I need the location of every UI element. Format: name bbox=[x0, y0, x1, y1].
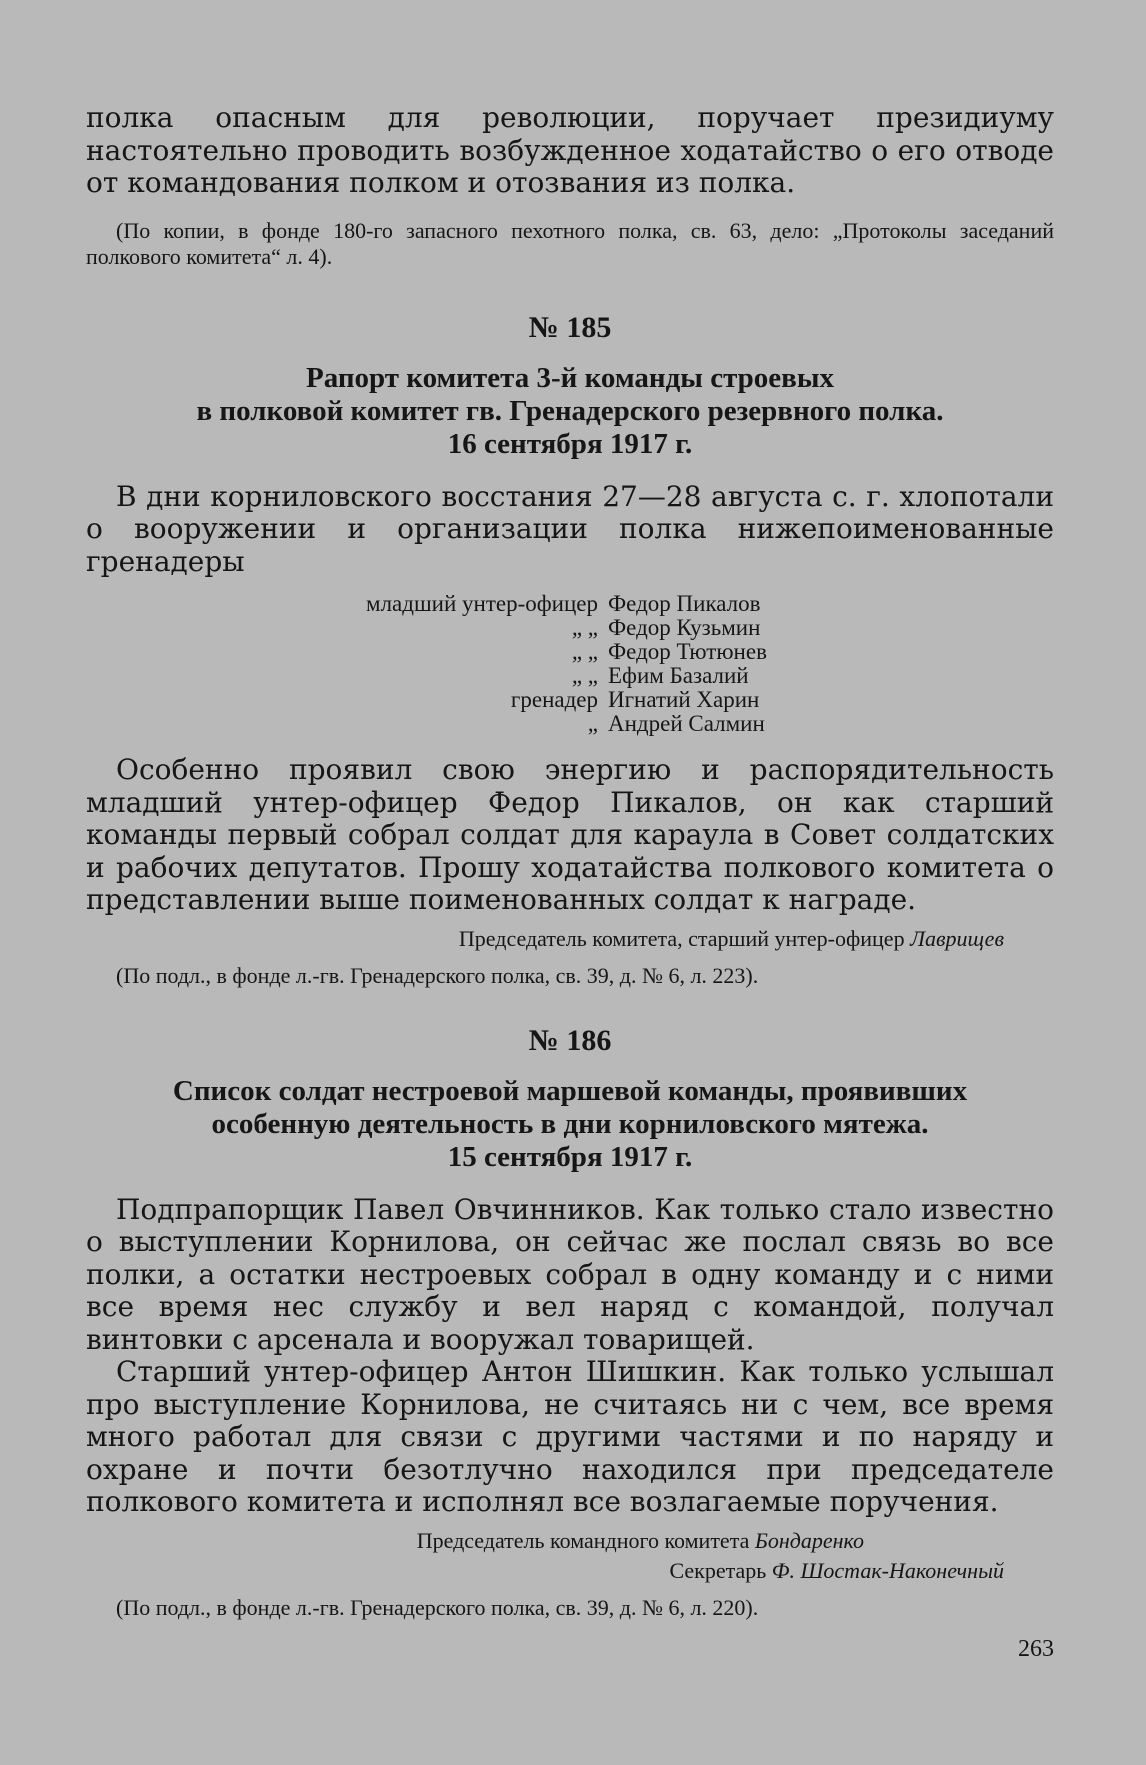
soldier-name: Андрей Салмин bbox=[608, 711, 765, 736]
list-item bbox=[86, 712, 1054, 736]
doc-185-body: Особенно проявил свою энергию и распорядительность младший унтер-офицер Федор Пикалов, он как старший команды первый собрал солдат для караула в Совет солдатских и рабочих депутатов. Прошу ходатайства полкового комитета о представлении выше поименованных солдат к награде. bbox=[86, 753, 1054, 916]
signature-label: Председатель командного комитета bbox=[416, 1527, 750, 1553]
list-item bbox=[86, 592, 1054, 616]
intro-source-note: (По копии, в фонде 180-го запасного пехотного полка, св. 63, дело: „Протоколы заседаний полкового комитета“ л. 4). bbox=[86, 217, 1054, 269]
doc-186-title-line: особенную деятельность в дни корниловского мятежа. bbox=[211, 1107, 929, 1140]
doc-185-number: № 185 bbox=[528, 310, 612, 344]
doc-185-title-line: в полковой комитет гв. Гренадерского резервного полка. bbox=[196, 394, 944, 427]
doc-186-source-note: (По подл., в фонде л.-гв. Гренадерского полка, св. 39, д. № 6, л. 220). bbox=[116, 1594, 759, 1620]
doc-185-title bbox=[86, 362, 1054, 461]
list-item bbox=[86, 664, 1054, 688]
doc-185-signature bbox=[86, 925, 1054, 953]
list-item bbox=[86, 688, 1054, 712]
signature-label: Секретарь bbox=[669, 1557, 767, 1583]
signature-name: Ф. Шостак-Наконечный bbox=[771, 1557, 1004, 1583]
list-item bbox=[86, 640, 1054, 664]
doc-186-signature-secretary bbox=[86, 1557, 1054, 1585]
doc-185-source-note: (По подл., в фонде л.-гв. Гренадерского полка, св. 39, д. № 6, л. 223). bbox=[116, 962, 759, 988]
soldier-name: Федор Пикалов bbox=[608, 591, 761, 616]
signature-label: Председатель комитета, старший унтер-офицер bbox=[458, 925, 905, 951]
rank: гренадер bbox=[510, 687, 598, 712]
rank: „ „ bbox=[571, 639, 598, 664]
rank: „ „ bbox=[571, 615, 598, 640]
rank: „ „ bbox=[571, 663, 598, 688]
rank: младший унтер-офицер bbox=[366, 591, 598, 616]
list-item bbox=[86, 616, 1054, 640]
doc-185-name-list bbox=[86, 592, 1054, 736]
doc-186-signature-chair bbox=[86, 1527, 1054, 1555]
soldier-name: Федор Кузьмин bbox=[608, 615, 761, 640]
doc-186-date: 15 сентября 1917 г. bbox=[447, 1140, 693, 1173]
doc-185-title-line: Рапорт комитета 3-й команды строевых bbox=[306, 361, 834, 394]
soldier-name: Ефим Базалий bbox=[608, 663, 749, 688]
soldier-name: Федор Тютюнев bbox=[608, 639, 767, 664]
rank: „ bbox=[587, 711, 598, 736]
intro-section bbox=[86, 102, 1054, 200]
doc-186-title bbox=[86, 1075, 1054, 1174]
doc-186-number: № 186 bbox=[528, 1023, 612, 1057]
signature-name: Лаврищев bbox=[910, 925, 1004, 951]
intro-paragraph: полка опасным для революции, поручает президиуму настоятельно проводить возбужденное ходатайство о его отводе от командования полком и отозвания из полка. bbox=[86, 101, 1054, 199]
soldier-name: Игнатий Харин bbox=[608, 687, 760, 712]
doc-186-paragraph-2: Старший унтер-офицер Антон Шишкин. Как только услышал про выступление Корнилова, не считаясь ни с чем, все время много работал для связи с другими частями и по наряду и охране и почти безотлучно находился при председателе полкового комитета и исполнял все возлагаемые поручения. bbox=[86, 1355, 1054, 1518]
doc-186-paragraph-1: Подпрапорщик Павел Овчинников. Как только стало известно о выступлении Корнилова, он сейчас же послал связь во все полки, а остатки нестроевых собрал в одну команду и с ними все время нес службу и вел наряд с командой, получал винтовки с арсенала и вооружал товарищей. bbox=[86, 1192, 1054, 1356]
doc-185-intro: В дни корниловского восстания 27—28 августа с. г. хлопотали о вооружении и организации полка нижепоименованные гренадеры bbox=[86, 479, 1054, 578]
signature-name: Бондаренко bbox=[754, 1527, 864, 1553]
page-number: 263 bbox=[1018, 1636, 1054, 1662]
doc-186-title-line: Список солдат нестроевой маршевой команды, проявивших bbox=[172, 1074, 968, 1107]
doc-185-date: 16 сентября 1917 г. bbox=[447, 427, 693, 460]
